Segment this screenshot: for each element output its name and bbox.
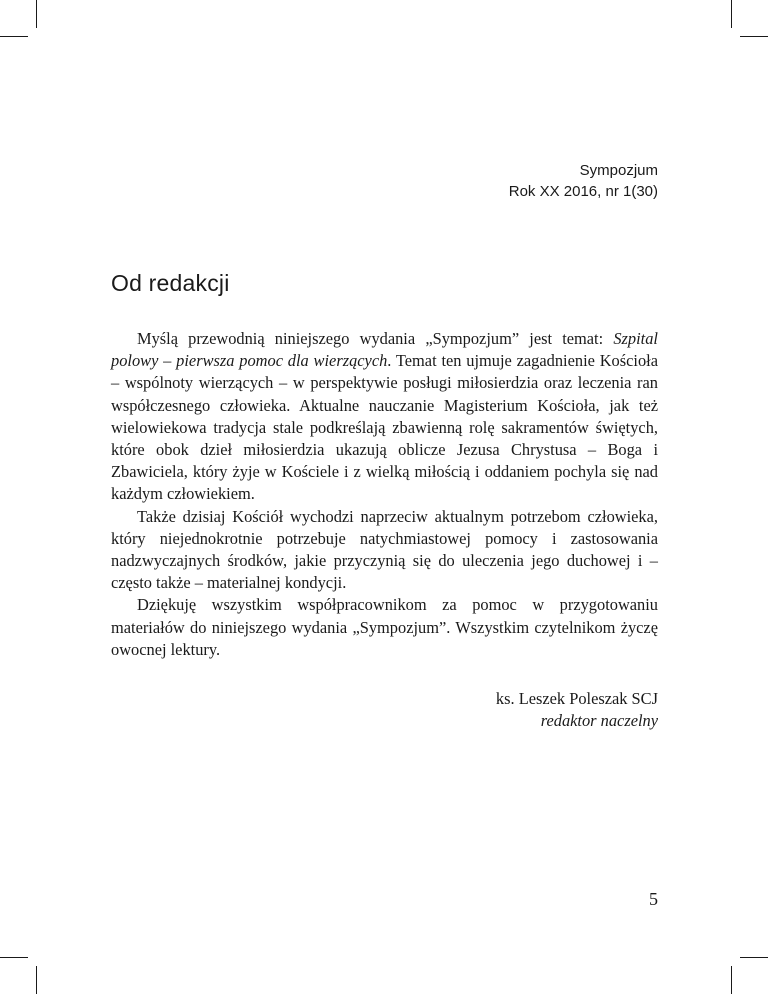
crop-mark-top-left-horizontal bbox=[0, 36, 28, 37]
page-title: Od redakcji bbox=[111, 270, 230, 296]
signature-name: ks. Leszek Poleszak SCJ bbox=[495, 689, 658, 708]
paragraph-1-rest: . Temat ten ujmuje zagadnienie Kościoła – wspólnoty wierzących – w perspektywie posługi miłosierdzia oraz leczenia ran współczesnego człowieka. Aktualne nauczanie Magisterium Kościoła, jak też wielowiekowa tradycja stale podkreślają zbawienną rolę sakramentów świętych, które obok dzieł miłosierdzia ukazują oblicze Jezusa Chrystusa – Boga i Zbawiciela, który żyje w Kościele i z wielką miłością i oddaniem pochyla się nad każdym człowiekiem. bbox=[111, 351, 658, 504]
paragraph-1-intro: Myślą przewodnią niniejszego wydania „Sympozjum” jest temat: bbox=[137, 329, 614, 348]
crop-mark-top-right-horizontal bbox=[740, 36, 768, 37]
paragraph-2: Także dzisiaj Kościół wychodzi naprzeciw aktualnym potrzebom człowieka, który niejednokrotnie potrzebuje natychmiastowej pomocy i zastosowania nadzwyczajnych środków, jakie przyczynią się do uleczenia jego duchowej i – często także – materialnej kondycji. bbox=[111, 506, 658, 593]
paragraph-1 bbox=[111, 328, 658, 506]
journal-header bbox=[100, 160, 658, 202]
paragraph-1-topic: Szpital polowy – pierwsza pomoc dla wierzących bbox=[111, 329, 658, 371]
signature-role: redaktor naczelny bbox=[540, 711, 658, 730]
signature-block bbox=[300, 688, 658, 732]
crop-mark-top-right-vertical bbox=[731, 0, 732, 28]
crop-mark-bottom-right-horizontal bbox=[740, 957, 768, 958]
journal-issue: Rok XX 2016, nr 1(30) bbox=[508, 183, 658, 200]
editorial-body bbox=[111, 328, 658, 661]
crop-mark-bottom-left-vertical bbox=[36, 966, 37, 994]
page-number: 5 bbox=[649, 889, 658, 909]
crop-mark-bottom-right-vertical bbox=[731, 966, 732, 994]
journal-name: Sympozjum bbox=[579, 162, 658, 179]
paragraph-3: Dziękuję wszystkim współpracownikom za pomoc w przygotowaniu materiałów do niniejszego wydania „Sympozjum”. Wszystkim czytelnikom życzę owocnej lektury. bbox=[111, 595, 658, 659]
crop-mark-bottom-left-horizontal bbox=[0, 957, 28, 958]
crop-mark-top-left-vertical bbox=[36, 0, 37, 28]
